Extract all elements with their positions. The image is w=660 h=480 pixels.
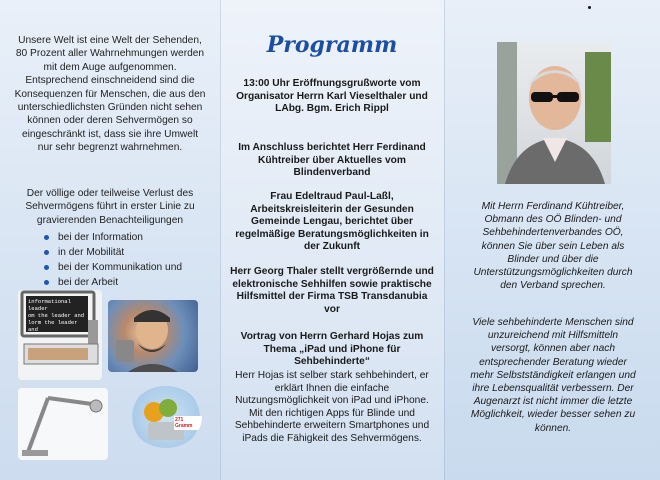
program-item-description: Herr Hojas ist selber stark sehbehindert, er erklärt Ihnen die einfache Nutzungsmöglichkeit von iPad und iPhone. Mit den richtigen Apps für Blinde und Sehbehinderte erweitern Smartphones und iPads die Fähigkeit des Sehvermögens. — [234, 370, 430, 444]
program-item — [230, 78, 434, 116]
advice-paragraph: Viele sehbehinderte Menschen sind unzureichend mit Hilfsmitteln versorgt, können aber nach entsprechender Beratung wieder mehr Selbstständigkeit erlangen und ihre Lebensqualität verbessern. Der Augenarzt ist nicht immer die letzte Möglichkeit, wieder besser sehen zu können. — [470, 317, 636, 434]
right-panel — [444, 0, 660, 480]
list-item: in der Mobilität — [44, 245, 182, 260]
program-item-heading: Im Anschluss berichtet Herr Ferdinand Kühtreiber über Aktuelles vom Blindenverband — [238, 142, 426, 179]
list-item: bei der Information — [44, 230, 182, 245]
screen-line: lorm the leader and — [28, 319, 78, 333]
magnifier-lamp-photo — [18, 388, 108, 460]
video-magnifier-photo — [18, 290, 102, 380]
program-item — [230, 266, 434, 316]
portrait-sketch-icon — [108, 300, 198, 372]
intro-paragraph: Unsere Welt ist eine Welt der Sehenden, 80 Prozent aller Wahrnehmungen werden mit dem Auge aufgenommen. Entsprechend einschneidend sind die Konsequenzen für Menschen, die aus den unterschiedlichsten Gründen nicht sehen können oder deren Sehvermögen so eingeschränkt ist, dass sie ihre Umwelt nur sehr begrenzt wahrnehmen. — [14, 35, 206, 154]
contact-paragraph: Mit Herrn Ferdinand Kühtreiber, Obmann des OÖ Blinden- und Sehbehindertenverbandes OÖ, können Sie über sein Leben als Blinder und über die Unterstützungsmöglichkeiten durch den Verband sprechen. — [473, 201, 633, 292]
man-with-cap-photo — [108, 300, 198, 372]
screen-line: nds and notices a — [28, 333, 85, 340]
magnifier-device-icon — [18, 290, 102, 380]
middle-panel — [220, 0, 444, 480]
program-item — [230, 191, 434, 254]
fold-line — [444, 0, 445, 480]
program-item-heading: Herr Georg Thaler stellt vergrößernde und elektronische Sehhilfen sowie praktische Hilfsmittel der Firma TSB Transdanubia vor — [230, 266, 434, 315]
program-item — [230, 331, 434, 369]
talking-scale-photo — [130, 386, 202, 448]
disadvantage-list — [44, 230, 182, 290]
program-item-heading: Frau Edeltraud Paul-Laßl, Arbeitskreisleiterin der Gesunden Gemeinde Lengau, berichtet über regelmäßige Beratungsmöglichkeiten in der Zukunft — [235, 191, 429, 253]
screen-line: informational leader — [28, 298, 71, 312]
program-item-heading: 13:00 Uhr Eröffnungsgrußworte vom Organisator Herrn Karl Vieselthaler und LAbg. Bgm. Erich Rippl — [236, 78, 428, 115]
screen-line: om the leader and — [28, 312, 85, 319]
fold-line — [220, 0, 221, 480]
speck — [588, 6, 591, 9]
list-item: bei der Kommunikation und — [44, 260, 182, 275]
lamp-icon — [18, 388, 108, 460]
ferdinand-portrait-photo — [497, 42, 611, 184]
scale-display: 271 Gramm — [174, 416, 202, 430]
portrait-icon — [497, 42, 611, 184]
program-item — [230, 142, 434, 180]
left-panel — [0, 0, 220, 480]
program-item-heading: Vortrag von Herrn Gerhard Hojas zum Thema „iPad und iPhone für Sehbehinderte“ — [240, 331, 424, 368]
intro-paragraph-2: Der völlige oder teilweise Verlust des Sehvermögens führt in erster Linie zu gravierenden Benachteiligungen — [25, 188, 195, 226]
program-title: Programm — [266, 32, 398, 58]
list-item: bei der Arbeit — [44, 275, 182, 290]
